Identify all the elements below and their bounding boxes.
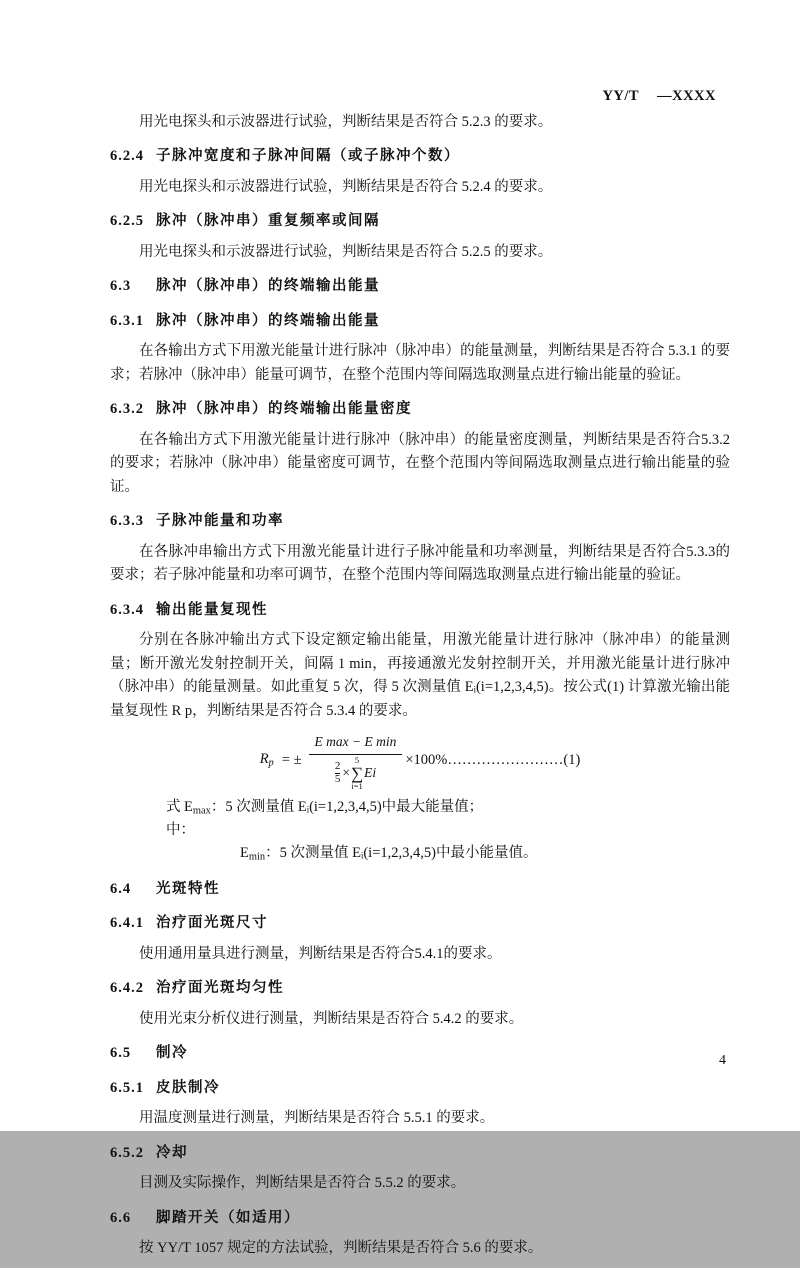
standard-number: —XXXX: [657, 88, 716, 104]
summation-symbol: [351, 756, 363, 790]
section-heading-6-4-2: [110, 977, 730, 1000]
section-heading-6-4: [110, 878, 730, 901]
section-number: 6.5: [110, 1045, 132, 1062]
paragraph: 在各输出方式下用激光能量计进行脉冲（脉冲串）的能量密度测量，判断结果是否符合5.3.2的要求；若脉冲（脉冲串）能量密度可调节，在整个范围内等间隔选取测量点进行输出能量的验证。: [110, 431, 730, 495]
sigma-upper: 5: [354, 755, 360, 766]
section-title: 脚踏开关（如适用）: [156, 1209, 300, 1226]
section-number: 6.3.4: [110, 601, 144, 618]
body-text-top: [110, 111, 730, 1261]
section-title: 治疗面光斑均匀性: [156, 980, 284, 997]
section-heading-6-3: [110, 275, 730, 298]
paragraph: 使用光束分析仪进行测量，判断结果是否符合 5.4.2 的要求。: [139, 1010, 524, 1027]
section-heading-6-2-5: [110, 210, 730, 233]
paragraph: 在各脉冲串输出方式下用激光能量计进行子脉冲能量和功率测量，判断结果是否符合5.3.3的要求；若子脉冲能量和功率可调节，在整个范围内等间隔选取测量点进行输出能量的验证。: [110, 543, 730, 584]
section-title: 脉冲（脉冲串）重复频率或间隔: [156, 213, 380, 230]
formula-multiplier: ×100%: [405, 751, 448, 768]
section-number: 6.3.3: [110, 513, 144, 530]
formula-numerator: E max − E min: [314, 734, 397, 750]
paragraph: 在各输出方式下用激光能量计进行脉冲（脉冲串）的能量测量，判断结果是否符合 5.3.1 的要求；若脉冲（脉冲串）能量可调节，在整个范围内等间隔选取测量点进行输出能量的验证。: [110, 343, 730, 383]
section-heading-6-3-2: [110, 398, 730, 421]
section-heading-6-6: [110, 1207, 730, 1230]
section-title: 输出能量复现性: [156, 601, 268, 618]
paragraph: 分别在各脉冲输出方式下设定额定输出能量，用激光能量计进行脉冲（脉冲串）的能量测量；断开激光发射控制开关，间隔 1 min，再接通激光发射控制开关，并用激光能量计进行脉冲（脉冲串）的能量测量。如此重复 5 次，得 5 次测量值 Eᵢ(i=1,2,3,4,5)。按公式(1) 计算激光输出能量复现性 R p，判断结果是否符合 5.3.4 的要求。: [110, 632, 730, 719]
section-title: 冷却: [156, 1144, 188, 1161]
coefficient-top: 2: [334, 759, 341, 772]
paragraph: 按 YY/T 1057 规定的方法试验，判断结果是否符合 5.6 的要求。: [139, 1240, 543, 1257]
section-title: 脉冲（脉冲串）的终端输出能量密度: [156, 401, 412, 418]
section-title: 脉冲（脉冲串）的终端输出能量: [156, 278, 380, 295]
section-number: 6.3.1: [110, 312, 144, 329]
section-number: 6.3.2: [110, 401, 144, 418]
paragraph: 目测及实际操作，判断结果是否符合 5.5.2 的要求。: [139, 1175, 466, 1192]
legend-item: $E_{min}$：5 次测量值 Eᵢ(i=1,2,3,4,5)中最小能量值。: [240, 845, 538, 864]
coefficient-bottom: 5: [334, 772, 341, 785]
page-header: [110, 88, 730, 105]
section-title: 子脉冲宽度和子脉冲间隔（或子脉冲个数）: [156, 148, 460, 165]
section-number: 6.3: [110, 278, 132, 295]
sigma-glyph: ∑: [350, 763, 364, 783]
formula-1: [110, 731, 730, 790]
formula-legend: [110, 796, 730, 867]
section-heading-6-5-1: [110, 1077, 730, 1100]
paragraph: 用光电探头和示波器进行试验，判断结果是否符合 5.2.5 的要求。: [139, 243, 553, 260]
paragraph: 用光电探头和示波器进行试验，判断结果是否符合 5.2.3 的要求。: [139, 114, 553, 130]
section-number: 6.4.1: [110, 915, 144, 932]
section-number: 6.6: [110, 1209, 132, 1226]
formula-lhs: $R_p$: [259, 751, 274, 769]
formula-dots: ……………………: [447, 751, 564, 768]
standard-code: YY/T: [602, 88, 640, 104]
paragraph: 用温度测量进行测量，判断结果是否符合 5.5.1 的要求。: [139, 1110, 495, 1127]
paragraph: 用光电探头和示波器进行试验，判断结果是否符合 5.2.4 的要求。: [139, 178, 553, 195]
formula-equals: = ±: [281, 751, 302, 768]
section-number: 6.5.1: [110, 1079, 144, 1096]
formula-number: (1): [563, 751, 581, 768]
formula-denominator: [329, 755, 382, 790]
sigma-lower: i=1: [351, 780, 363, 791]
section-heading-6-3-4: [110, 599, 730, 622]
times-sign: ×: [342, 765, 350, 781]
section-title: 治疗面光斑尺寸: [156, 915, 268, 932]
page-content: [110, 88, 730, 1268]
section-title: 光斑特性: [156, 880, 220, 897]
section-heading-6-2-4: [110, 145, 730, 168]
section-number: 6.4.2: [110, 980, 144, 997]
section-heading-6-5-2: [110, 1142, 730, 1165]
section-number: 6.2.5: [110, 213, 144, 230]
section-number: 6.5.2: [110, 1144, 144, 1161]
section-heading-6-5: [110, 1042, 730, 1065]
section-heading-6-3-1: [110, 310, 730, 333]
page-number: 4: [719, 1053, 726, 1068]
section-number: 6.4: [110, 880, 132, 897]
section-heading-6-3-3: [110, 510, 730, 533]
section-title: 子脉冲能量和功率: [156, 513, 284, 530]
section-heading-6-4-1: [110, 912, 730, 935]
section-title: 皮肤制冷: [156, 1079, 220, 1096]
legend-item: $E_{max}$：5 次测量值 Eᵢ(i=1,2,3,4,5)中最大能量值；: [184, 799, 484, 817]
section-title: 制冷: [156, 1045, 188, 1062]
legend-label: 式中：: [166, 799, 195, 839]
sigma-term: Ei: [364, 765, 377, 781]
section-number: 6.2.4: [110, 148, 144, 165]
formula-fraction: [309, 731, 403, 790]
coefficient-fraction: [335, 761, 341, 785]
paragraph: 使用通用量具进行测量，判断结果是否符合5.4.1的要求。: [139, 945, 502, 962]
section-title: 脉冲（脉冲串）的终端输出能量: [156, 312, 380, 329]
legend-line: [110, 796, 730, 842]
